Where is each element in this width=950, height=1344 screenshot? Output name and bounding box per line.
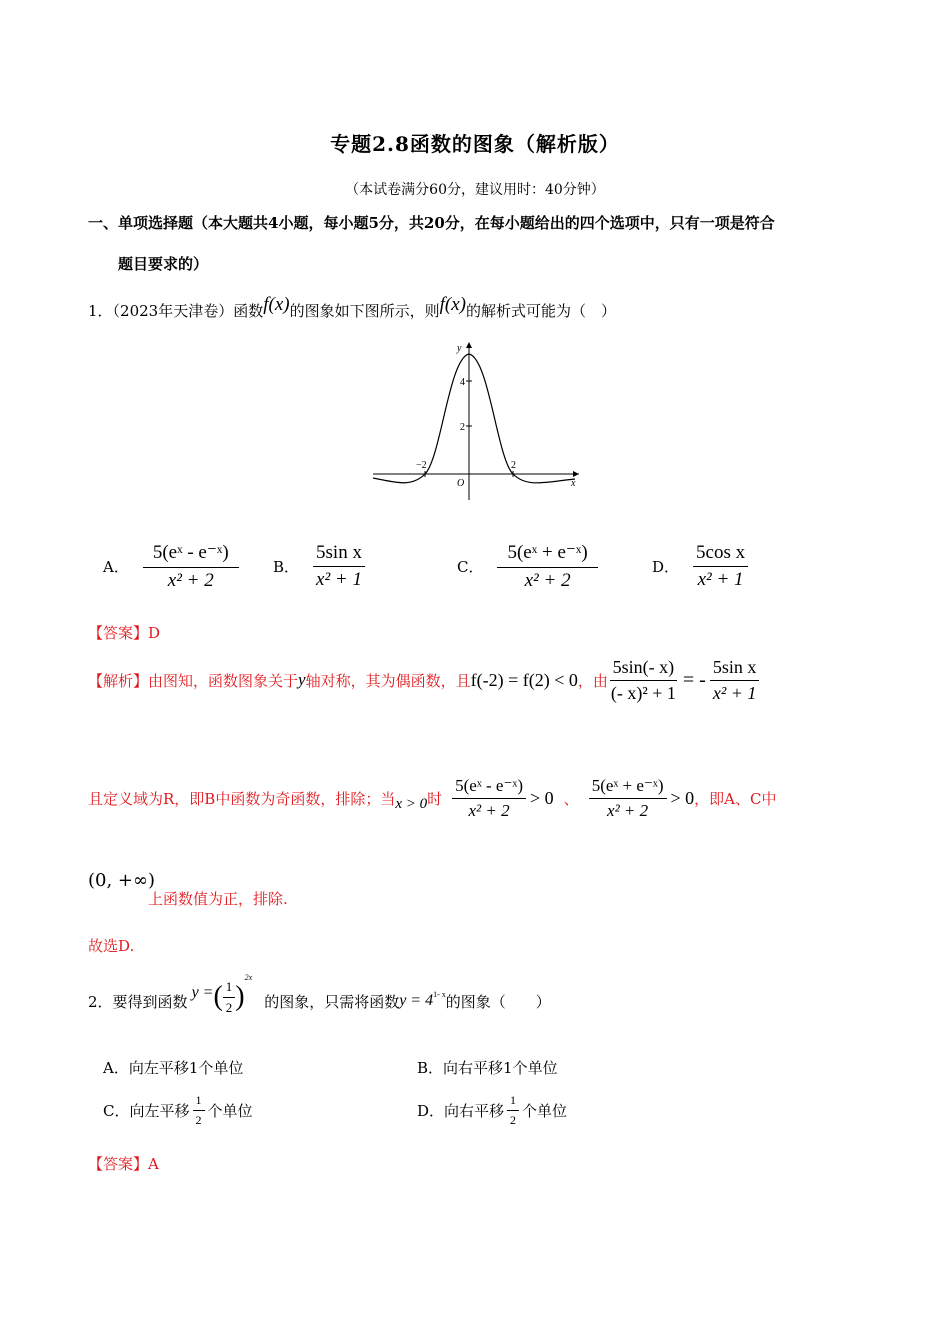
analysis-text: ，即A、C中 xyxy=(694,789,777,808)
analysis-frac2-num: 5sin x xyxy=(710,657,760,681)
q1-number: 1． xyxy=(88,302,113,320)
y-label: y xyxy=(457,343,462,354)
analysis-frac-c-num: 5(eˣ + e⁻ˣ) xyxy=(589,776,667,799)
q1-analysis-line1 xyxy=(88,650,759,710)
analysis-y: y xyxy=(298,670,306,689)
x-label: x xyxy=(571,478,576,489)
option-fraction xyxy=(313,542,365,591)
analysis-gt2: > 0 xyxy=(670,787,695,808)
option-denominator: x² + 1 xyxy=(316,568,362,590)
analysis-frac-a-num: 5(eˣ - e⁻ˣ) xyxy=(452,776,526,799)
q2-number: 2． xyxy=(88,992,113,1011)
analysis-frac2 xyxy=(710,657,760,704)
q1-analysis-interval: (0, +∞) xyxy=(88,870,156,891)
q2-half-num: 1 xyxy=(223,979,236,998)
analysis-cond: x > 0 xyxy=(395,795,428,812)
option-numerator: 5cos x xyxy=(693,542,748,567)
q2-func2-exp: 1- x xyxy=(433,989,446,999)
q2-half xyxy=(223,979,236,1016)
option-fraction xyxy=(497,541,597,592)
section-heading-cont: 题目要求的） xyxy=(118,255,209,273)
analysis-frac-c-den: x² + 2 xyxy=(607,800,649,820)
analysis-frac1 xyxy=(608,657,679,704)
analysis-frac-a-den: x² + 2 xyxy=(468,800,510,820)
q2-exp: 2x xyxy=(244,972,253,982)
option-denominator: x² + 1 xyxy=(697,568,744,590)
answer-value: A xyxy=(148,1155,159,1173)
analysis-frac-c xyxy=(589,776,667,821)
q1-graph xyxy=(365,338,585,503)
q1-analysis-line3: 上函数值为正，排除. xyxy=(148,890,288,908)
answer-tag: 【答案】 xyxy=(88,624,149,642)
analysis-text: 时 xyxy=(427,789,443,808)
page-subtitle: （本试卷满分60分，建议用时：40分钟） xyxy=(345,182,605,198)
q1-option-b xyxy=(273,536,365,596)
q2-func2: y = 4 xyxy=(399,992,434,1009)
q2-option-b xyxy=(417,1057,558,1078)
option-numerator: 5sin x xyxy=(313,542,365,567)
analysis-f: f(-2) = f(2) < 0 xyxy=(470,669,578,690)
option-denominator: 2 xyxy=(510,1112,517,1127)
q1-fx: f(x) xyxy=(263,294,290,315)
option-letter: C． xyxy=(103,1101,130,1120)
tick-label-x2: 2 xyxy=(511,460,516,471)
analysis-text: 由图知，函数图象关于 xyxy=(148,671,299,690)
option-numerator: 5(eˣ + e⁻ˣ) xyxy=(497,541,597,568)
q2-lparen: ( xyxy=(213,981,223,1012)
analysis-eq: = - xyxy=(682,668,706,691)
analysis-frac-a xyxy=(452,776,526,821)
option-text: 向右平移 xyxy=(444,1101,505,1120)
q1-stem xyxy=(88,294,617,322)
option-unit: 个单位 xyxy=(522,1101,568,1120)
option-text: 向左平移 xyxy=(129,1101,190,1120)
tick-label-y4: 4 xyxy=(460,377,465,388)
q2-text: 的图象，只需将函数 xyxy=(264,992,400,1011)
option-fraction xyxy=(507,1093,519,1128)
analysis-frac1-den: (- x)² + 1 xyxy=(610,682,676,703)
q1-answer xyxy=(88,622,160,643)
q1-option-c xyxy=(457,536,598,596)
q1-option-d xyxy=(652,536,748,596)
q2-option-a xyxy=(103,1057,243,1078)
option-numerator: 5(eˣ - e⁻ˣ) xyxy=(143,541,239,568)
option-denominator: x² + 2 xyxy=(524,569,571,591)
analysis-text: 且定义域为R，即B中函数为奇函数，排除；当 xyxy=(88,789,396,808)
y-axis-arrow xyxy=(466,342,472,348)
q1-analysis-line2 xyxy=(88,768,776,828)
q1-source: （2023年天津卷）函数 xyxy=(112,302,264,320)
q2-half-den: 2 xyxy=(225,999,233,1015)
option-letter: D． xyxy=(652,557,680,576)
option-numerator: 1 xyxy=(193,1093,205,1111)
q2-option-d xyxy=(417,1090,567,1130)
q2-stem xyxy=(88,972,551,1024)
option-unit: 个单位 xyxy=(207,1101,253,1120)
option-letter: D． xyxy=(417,1101,445,1120)
curve xyxy=(373,354,575,483)
x-axis-arrow xyxy=(573,471,579,477)
q1-fx2: f(x) xyxy=(439,294,466,315)
q2-option-c xyxy=(103,1090,253,1130)
option-text: 向左平移1个单位 xyxy=(128,1059,244,1077)
option-letter: B． xyxy=(273,557,300,576)
option-numerator: 1 xyxy=(507,1093,519,1111)
tick-label-xneg2: −2 xyxy=(416,460,427,471)
q1-option-a xyxy=(103,536,239,596)
option-fraction xyxy=(193,1093,205,1128)
q2-text: 的图象（ ） xyxy=(445,992,551,1011)
answer-value: D xyxy=(148,624,161,642)
option-denominator: 2 xyxy=(195,1112,202,1127)
q2-answer xyxy=(88,1153,159,1174)
option-letter: C． xyxy=(457,557,484,576)
q2-rparen: ) xyxy=(235,981,245,1012)
tick-label-y2: 2 xyxy=(460,422,465,433)
q1-conclusion: 故选D. xyxy=(88,937,135,955)
q1-mid: 的图象如下图所示，则 xyxy=(289,302,440,320)
analysis-text: ，由 xyxy=(577,671,608,690)
origin-label: O xyxy=(457,478,465,489)
analysis-tag: 【解析】 xyxy=(88,671,149,690)
option-letter: B． xyxy=(417,1059,444,1077)
analysis-gt1: > 0 xyxy=(530,787,554,808)
q2-y-eq: y = xyxy=(191,984,214,1001)
page-title: 专题2.8函数的图象（解析版） xyxy=(330,132,620,156)
option-fraction xyxy=(143,541,239,592)
section-heading: 一、单项选择题（本大题共4小题，每小题5分，共20分，在每小题给出的四个选项中，只有一项是符合 xyxy=(88,214,775,232)
option-fraction xyxy=(693,542,748,591)
q1-end: 的解析式可能为（ ） xyxy=(466,302,617,320)
analysis-frac2-den: x² + 1 xyxy=(712,682,757,703)
analysis-sep: 、 xyxy=(563,789,579,808)
analysis-text: 轴对称，其为偶函数，且 xyxy=(305,671,471,690)
option-text: 向右平移1个单位 xyxy=(443,1059,558,1077)
option-denominator: x² + 2 xyxy=(167,569,214,591)
option-letter: A． xyxy=(103,557,129,576)
analysis-frac1-num: 5sin(- x) xyxy=(610,657,678,681)
option-letter: A． xyxy=(103,1059,129,1077)
q2-text: 要得到函数 xyxy=(112,992,188,1011)
answer-tag: 【答案】 xyxy=(88,1155,149,1173)
